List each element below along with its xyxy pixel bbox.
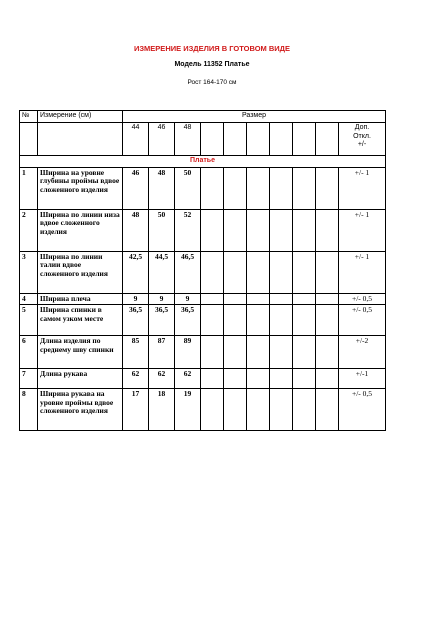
table-row xyxy=(20,209,386,251)
size-value: 36,5 xyxy=(149,305,175,336)
tolerance-value: +/-1 xyxy=(339,369,386,389)
size-value: 48 xyxy=(123,209,149,251)
measure-name: Длина изделия по среднему шву спинки xyxy=(38,336,123,369)
size-value: 44,5 xyxy=(149,251,175,293)
size-46-header: 46 xyxy=(149,123,175,156)
row-number: 2 xyxy=(20,209,38,251)
table-row xyxy=(20,389,386,431)
size-value: 17 xyxy=(123,389,149,431)
row-number: 7 xyxy=(20,369,38,389)
measure-name: Ширина по линии талии вдвое сложенного изделия xyxy=(38,251,123,293)
size-value: 46,5 xyxy=(175,251,201,293)
table-row xyxy=(20,305,386,336)
size-value: 42,5 xyxy=(123,251,149,293)
table-row xyxy=(20,293,386,305)
measure-name: Длина рукава xyxy=(38,369,123,389)
size-value: 9 xyxy=(149,293,175,305)
row-number: 5 xyxy=(20,305,38,336)
measure-name: Ширина рукава на уровне проймы вдвое сложенного изделия xyxy=(38,389,123,431)
measurement-table xyxy=(19,110,386,431)
measure-name: Ширина плеча xyxy=(38,293,123,305)
size-value: 50 xyxy=(149,209,175,251)
tolerance-value: +/- 0,5 xyxy=(339,389,386,431)
size-value: 62 xyxy=(123,369,149,389)
model-name: Модель 11352 Платье xyxy=(174,61,250,68)
size-value: 62 xyxy=(149,369,175,389)
col-measure-header: Измерение (см) xyxy=(38,111,123,123)
size-value: 50 xyxy=(175,167,201,209)
size-value: 48 xyxy=(149,167,175,209)
tolerance-value: +/- 0,5 xyxy=(339,293,386,305)
section-dress: Платье xyxy=(20,156,386,168)
col-no-header: № xyxy=(20,111,38,123)
size-value: 62 xyxy=(175,369,201,389)
tolerance-value: +/- 0,5 xyxy=(339,305,386,336)
size-value: 36,5 xyxy=(123,305,149,336)
height-range: Рост 164-170 см xyxy=(187,79,237,86)
row-number: 6 xyxy=(20,336,38,369)
size-value: 87 xyxy=(149,336,175,369)
row-number: 1 xyxy=(20,167,38,209)
row-number: 8 xyxy=(20,389,38,431)
size-value: 9 xyxy=(175,293,201,305)
row-number: 4 xyxy=(20,293,38,305)
size-44-header: 44 xyxy=(123,123,149,156)
tolerance-value: +/- 1 xyxy=(339,167,386,209)
size-value: 85 xyxy=(123,336,149,369)
table-row xyxy=(20,369,386,389)
tolerance-value: +/- 1 xyxy=(339,251,386,293)
measure-name: Ширина спинки в самом узком месте xyxy=(38,305,123,336)
size-value: 18 xyxy=(149,389,175,431)
row-number: 3 xyxy=(20,251,38,293)
size-value: 46 xyxy=(123,167,149,209)
size-value: 89 xyxy=(175,336,201,369)
size-value: 9 xyxy=(123,293,149,305)
size-value: 19 xyxy=(175,389,201,431)
measure-name: Ширина по линии низа вдвое сложенного изделия xyxy=(38,209,123,251)
col-size-header: Размер xyxy=(123,111,386,123)
tolerance-header: Доп. Откл. +/- xyxy=(339,123,386,156)
size-value: 36,5 xyxy=(175,305,201,336)
table-row xyxy=(20,251,386,293)
tolerance-value: +/-2 xyxy=(339,336,386,369)
table-row xyxy=(20,336,386,369)
measure-name: Ширина на уровне глубины проймы вдвое сложенного изделия xyxy=(38,167,123,209)
size-value: 52 xyxy=(175,209,201,251)
page-title: ИЗМЕРЕНИЕ ИЗДЕЛИЯ В ГОТОВОМ ВИДЕ xyxy=(133,44,291,53)
table-row xyxy=(20,167,386,209)
size-48-header: 48 xyxy=(175,123,201,156)
tolerance-value: +/- 1 xyxy=(339,209,386,251)
